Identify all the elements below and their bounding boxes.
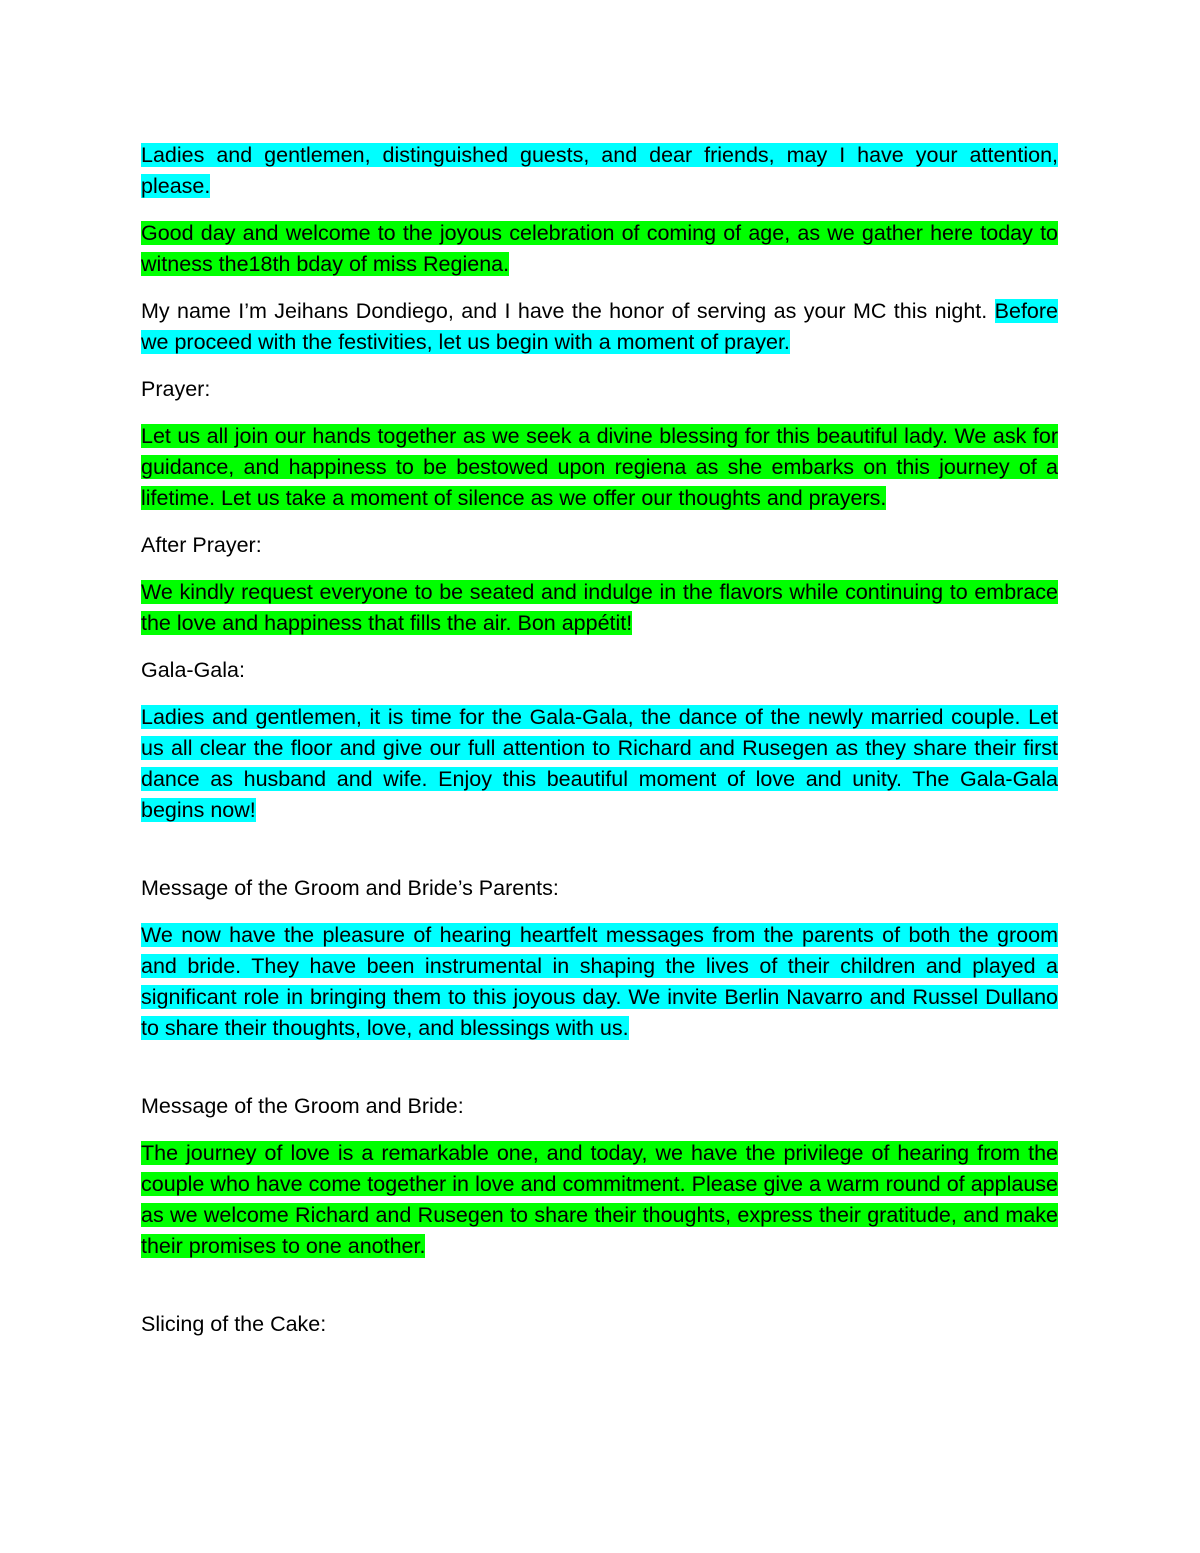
heading-prayer: Prayer:: [141, 377, 211, 401]
mc-intro-text: My name I’m Jeihans Dondiego, and I have the honor of serving as your MC this night.: [141, 299, 995, 323]
paragraph-welcome: [141, 218, 1058, 280]
paragraph-gala: [141, 702, 1058, 826]
highlight-green: Let us all join our hands together as we seek a divine blessing for this beautiful lady. We ask for guidance, and happiness to be bestowed upon regiena as she embarks on this journey of a lifetime. Let us take a moment of silence as we offer our thoughts and prayers.: [141, 424, 1058, 510]
document-body: [141, 140, 1058, 1340]
paragraph-attention: [141, 140, 1058, 202]
paragraph-dinner: [141, 577, 1058, 639]
heading-gala: Gala-Gala:: [141, 658, 245, 682]
highlight-cyan: We now have the pleasure of hearing heartfelt messages from the parents of both the groom and bride. They have been instrumental in shaping the lives of their children and played a significant role in bringing them to this joyous day. We invite Berlin Navarro and Russel Dullano to share their thoughts, love, and blessings with us.: [141, 923, 1058, 1040]
heading-parents-message: Message of the Groom and Bride’s Parents:: [141, 876, 559, 900]
highlight-cyan: Ladies and gentlemen, it is time for the Gala-Gala, the dance of the newly married couple. Let us all clear the floor and give our full attention to Richard and Rusegen as they share their first dance as husband and wife. Enjoy this beautiful moment of love and unity. The Gala-Gala begins now!: [141, 705, 1058, 822]
paragraph-couple: [141, 1138, 1058, 1262]
paragraph-prayer: [141, 421, 1058, 514]
highlight-green: We kindly request everyone to be seated and indulge in the flavors while continuing to embrace the love and happiness that fills the air. Bon appétit!: [141, 580, 1058, 635]
heading-cake: Slicing of the Cake:: [141, 1312, 327, 1336]
heading-after-prayer: After Prayer:: [141, 533, 262, 557]
paragraph-parents: [141, 920, 1058, 1044]
highlight-cyan: Ladies and gentlemen, distinguished guests, and dear friends, may I have your attention, please.: [141, 143, 1058, 198]
paragraph-mc-intro: [141, 296, 1058, 358]
highlight-green: The journey of love is a remarkable one, and today, we have the privilege of hearing from the couple who have come together in love and commitment. Please give a warm round of applause as we welcome Richard and Rusegen to share their thoughts, express their gratitude, and make their promises to one another.: [141, 1141, 1058, 1258]
highlight-green: Good day and welcome to the joyous celebration of coming of age, as we gather here today to witness the18th bday of miss Regiena.: [141, 221, 1058, 276]
heading-couple-message: Message of the Groom and Bride:: [141, 1094, 464, 1118]
highlight-cyan: Before we proceed with the festivities, let us begin with a moment of prayer.: [141, 299, 1058, 354]
